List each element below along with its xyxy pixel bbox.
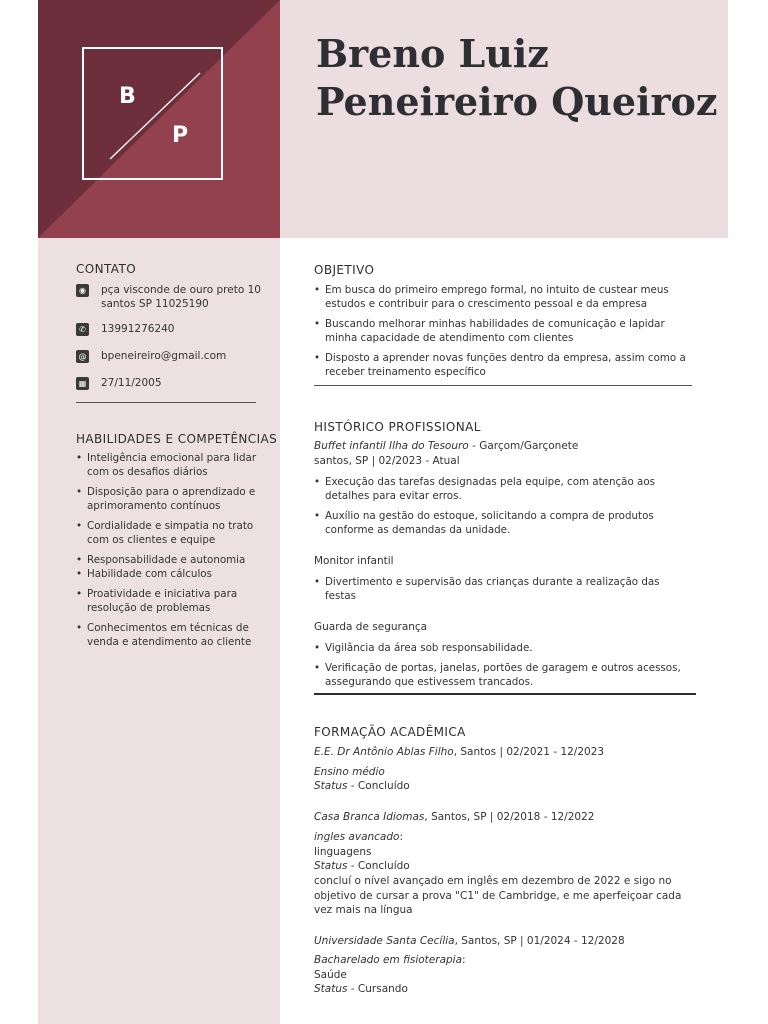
list-item: • Cordialidade e simpatia no trato com os clientes e equipe (76, 519, 258, 547)
education-3-school: Universidade Santa Cecília (314, 935, 455, 947)
job-1-company: Buffet infantil Ilha do Tesouro (314, 440, 469, 452)
education-3-course (314, 953, 466, 968)
list-item: • Disposto a aprender novas funções dentro da empresa, assim como a receber treinamento específico (314, 351, 692, 379)
education-1-level: Ensino médio (314, 766, 385, 778)
calendar-icon: ▦ (76, 377, 89, 390)
email-address[interactable]: bpeneireiro@gmail.com (101, 350, 227, 362)
list-item: • Auxílio na gestão do estoque, solicitando a compra de produtos conforme as demandas da unidade. (314, 509, 674, 537)
status-label: Status (314, 780, 348, 792)
list-item: • Habilidade com cálculos (76, 567, 258, 581)
job-2-title: Monitor infantil (314, 555, 394, 567)
course-suffix: : (399, 831, 404, 843)
list-item: • Vigilância da área sob responsabilidade. (314, 641, 698, 655)
divider (314, 693, 696, 695)
education-3-status (314, 982, 408, 997)
list-item: • Responsabilidade e autonomia (76, 553, 258, 567)
birth-date: 27/11/2005 (101, 377, 162, 389)
education-1-status (314, 779, 410, 794)
address-line-2: santos SP 11025190 (101, 298, 209, 310)
skills-heading: HABILIDADES E COMPETÊNCIAS (76, 432, 278, 446)
phone-icon: ✆ (76, 323, 89, 336)
list-item: • Buscando melhorar minhas habilidades de comunicação e lapidar minha capacidade de atendimento com clientes (314, 317, 692, 345)
education-2-status (314, 859, 410, 874)
job-1-list (314, 475, 674, 537)
divider (76, 402, 256, 403)
candidate-name (316, 30, 726, 126)
divider (314, 385, 692, 386)
status-value: - Concluído (347, 780, 410, 792)
status-value: - Concluído (347, 860, 410, 872)
objective-heading: OBJETIVO (314, 263, 375, 277)
contact-phone (76, 322, 175, 336)
education-2-heading (314, 810, 594, 825)
job-1-meta: santos, SP | 02/2023 - Atual (314, 455, 460, 467)
job-3-title: Guarda de segurança (314, 621, 428, 633)
monogram-initial-last: P (172, 123, 189, 148)
list-item: • Execução das tarefas designadas pela equipe, com atenção aos detalhes para evitar erros. (314, 475, 674, 503)
education-2-area: linguagens (314, 846, 372, 858)
status-value: - Cursando (347, 983, 408, 995)
name-line-2: Peneireiro Queiroz (316, 79, 718, 124)
list-item: • Inteligência emocional para lidar com os desafios diários (76, 451, 258, 479)
skills-list (76, 451, 258, 649)
monogram-initial-first: B (119, 84, 136, 109)
list-item: • Conhecimentos em técnicas de venda e atendimento ao cliente (76, 621, 258, 649)
monogram-logo (82, 47, 223, 180)
contact-heading: CONTATO (76, 262, 137, 276)
education-2-course-name: ingles avancado (314, 831, 400, 843)
education-3-heading (314, 934, 625, 949)
list-item: • Verificação de portas, janelas, portões de garagem e outros acessos, assegurando que estivessem trancados. (314, 661, 698, 689)
job-2-list (314, 575, 684, 603)
job-1-role: - Garçom/Garçonete (468, 440, 579, 452)
education-2-meta: , Santos, SP | 02/2018 - 12/2022 (424, 811, 595, 823)
contact-address (76, 283, 261, 311)
list-item: • Proatividade e iniciativa para resolução de problemas (76, 587, 258, 615)
status-label: Status (314, 983, 348, 995)
objective-list (314, 283, 692, 379)
education-heading: FORMAÇÃO ACADÊMICA (314, 725, 466, 739)
contact-email (76, 349, 226, 363)
contact-birthdate (76, 376, 162, 390)
list-item: • Disposição para o aprendizado e aprimoramento contínuos (76, 485, 258, 513)
page-margin (728, 0, 768, 1024)
education-3-course-name: Bacharelado em fisioterapia (314, 954, 463, 966)
course-suffix: : (462, 954, 466, 966)
at-icon: @ (76, 350, 89, 363)
map-pin-icon: ◉ (76, 284, 89, 297)
address-line-1: pça visconde de ouro preto 10 (101, 284, 261, 296)
education-3-area: Saúde (314, 969, 347, 981)
name-line-1: Breno Luiz (316, 31, 549, 76)
status-label: Status (314, 860, 348, 872)
phone-number[interactable]: 13991276240 (101, 323, 175, 335)
education-1-school: E.E. Dr Antônio Ablas Filho (314, 746, 454, 758)
education-3-meta: , Santos, SP | 01/2024 - 12/2028 (454, 935, 625, 947)
education-2-note: concluí o nível avançado em inglês em dezembro de 2022 e sigo no objetivo de cursar a prova "C1" de Cambridge, e me aperfeiçoar cada vez mais na língua (314, 875, 682, 916)
list-item: • Em busca do primeiro emprego formal, no intuito de custear meus estudos e contribuir para o crescimento pessoal e da empresa (314, 283, 692, 311)
list-item: • Divertimento e supervisão das crianças durante a realização das festas (314, 575, 684, 603)
education-1-meta: , Santos | 02/2021 - 12/2023 (453, 746, 605, 758)
education-2-school: Casa Branca Idiomas (314, 811, 425, 823)
history-heading: HISTÓRICO PROFISSIONAL (314, 420, 481, 434)
job-3-list (314, 641, 698, 689)
job-1-heading (314, 439, 694, 454)
education-2-course (314, 830, 403, 845)
education-1-heading (314, 745, 604, 760)
